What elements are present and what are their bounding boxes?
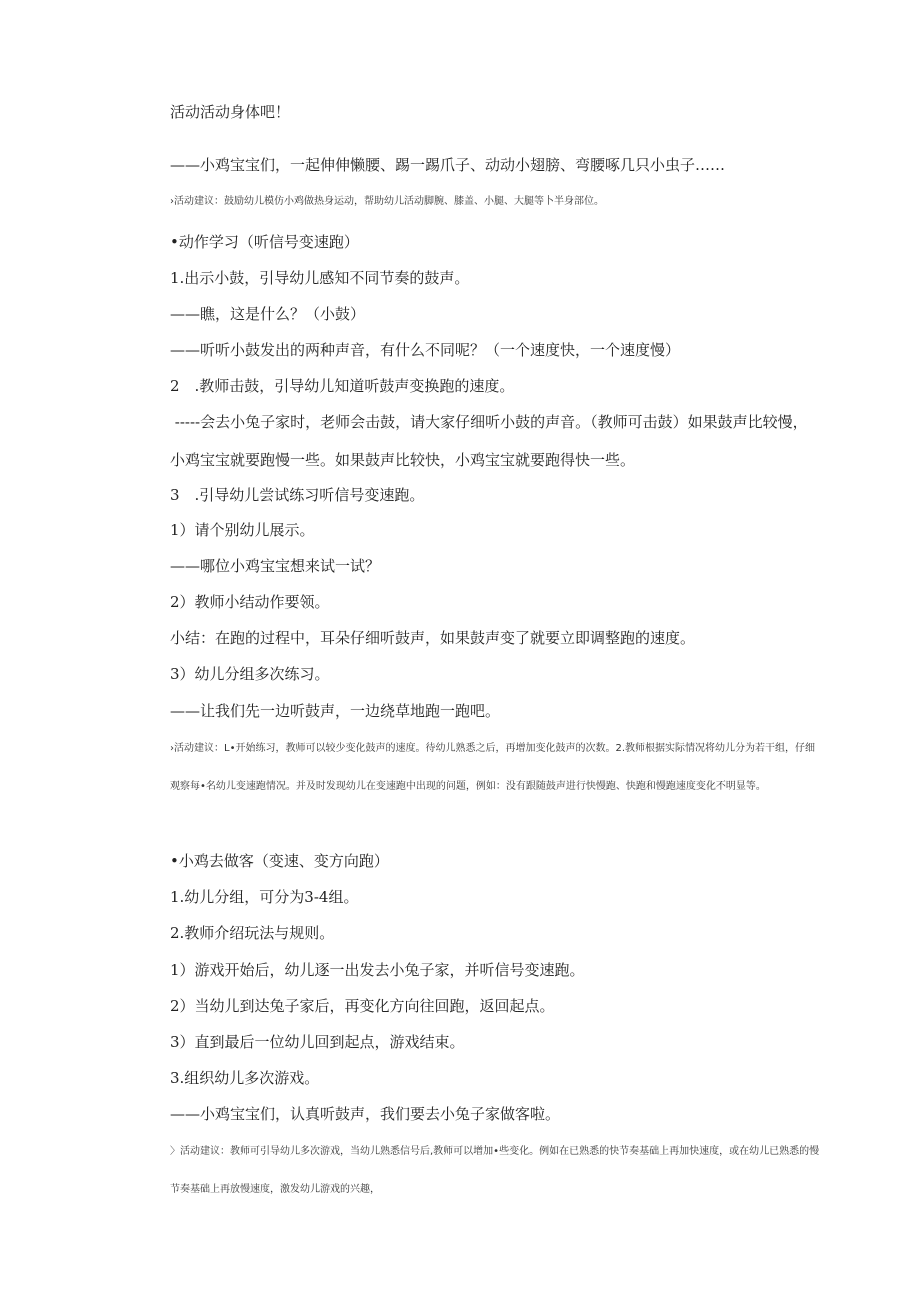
teacher-line: ——小鸡宝宝们，一起伸伸懒腰、踢一踢爪子、动动小翅膀、弯腰啄几只小虫子……: [170, 156, 726, 174]
step-item: 2 .教师击鼓，引导幼儿知道听鼓声变换跑的速度。: [170, 377, 515, 395]
step-item: 2）当幼儿到达兔子家后，再变化方向往回跑，返回起点。: [170, 997, 555, 1015]
summary-line: 小结：在跑的过程中，耳朵仔细听鼓声，如果鼓声变了就要立即调整跑的速度。: [170, 629, 696, 647]
section-heading: •动作学习（听信号变速跑）: [170, 233, 359, 251]
teacher-line: ——让我们先一边听鼓声，一边绕草地跑一跑吧。: [170, 702, 501, 720]
section-heading: •小鸡去做客（变速、变方向跑）: [170, 852, 389, 870]
teacher-line: ——听听小鼓发出的两种声音，有什么不同呢？（一个速度快，一个速度慢）: [170, 341, 681, 359]
step-item: 3）直到最后一位幼儿回到起点，游戏结束。: [170, 1033, 465, 1051]
step-item: 1）请个别幼儿展示。: [170, 521, 315, 539]
step-item: 3 .引导幼儿尝试练习听信号变速跑。: [170, 486, 425, 504]
step-item: 1.幼儿分组，可分为3-4组。: [170, 888, 359, 906]
activity-tip: ›活动建议：L•开始练习，教师可以较少变化鼓声的速度。待幼儿熟悉之后，再增加变化鼓声的次数。2.教师根据实际情况将幼儿分为若干组，仔细观察每•名幼儿变速跑情况。并及时发现幼儿在变速跑中出现的问题，例如：没有跟随鼓声进行快慢跑、快跑和慢跑速度变化不明显等。: [170, 743, 816, 792]
step-item: 1.出示小鼓，引导幼儿感知不同节奏的鼓声。: [170, 269, 470, 287]
step-item: 1）游戏开始后，幼儿逐一出发去小兔子家，并听信号变速跑。: [170, 961, 585, 979]
activity-tip: 〉活动建议：教师可引导幼儿多次游戏，当幼儿熟悉信号后,教师可以增加•些变化。例如在已熟悉的快节奏基础上再加快速度，或在幼儿已熟悉的慢节奏基础上再放慢速度，激发幼儿游戏的兴趣，: [170, 1146, 820, 1195]
teacher-line: ——瞧，这是什么？（小鼓）: [170, 305, 366, 323]
section-heading: 活动活动身体吧！: [170, 103, 291, 121]
step-item: 3.组织幼儿多次游戏。: [170, 1069, 320, 1087]
teacher-paragraph: -----会去小兔子家时，老师会击鼓，请大家仔细听小鼓的声音。（教师可击鼓）如果鼓声比较慢，小鸡宝宝就要跑慢一些。如果鼓声比较快，小鸡宝宝就要跑得快一些。: [170, 413, 808, 469]
teacher-line: ——小鸡宝宝们，认真听鼓声，我们要去小兔子家做客啦。: [170, 1105, 561, 1123]
activity-tip: ›活动建议：鼓励幼儿模仿小鸡做热身运动，帮助幼儿活动脚腕、膝盖、小腿、大腿等卜半身部位。: [170, 196, 604, 207]
teacher-line: ——哪位小鸡宝宝想来试一试？: [170, 557, 381, 575]
step-item: 2.教师介绍玩法与规则。: [170, 924, 335, 942]
step-item: 2）教师小结动作要领。: [170, 593, 330, 611]
step-item: 3）幼儿分组多次练习。: [170, 665, 330, 683]
